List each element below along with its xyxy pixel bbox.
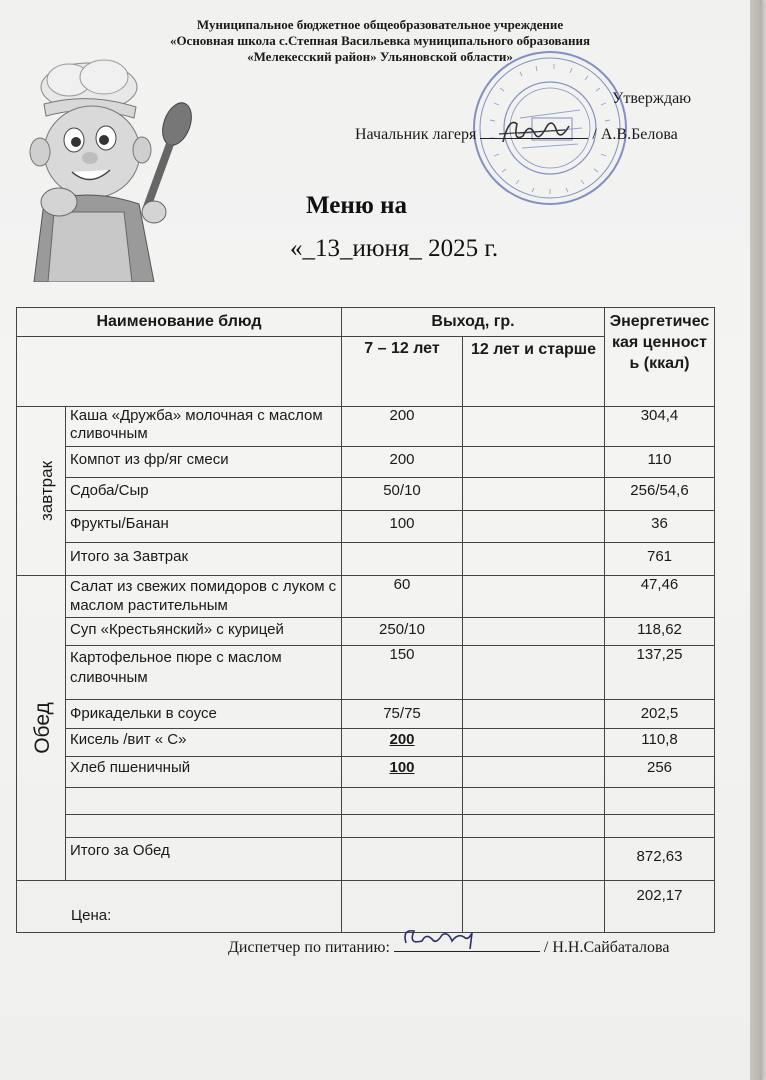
chief-position: Начальник лагеря bbox=[355, 126, 477, 143]
output-7-12-cell: 100 bbox=[342, 511, 463, 543]
output-12plus-cell bbox=[463, 788, 605, 815]
output-12plus-cell bbox=[463, 646, 605, 700]
energy-cell: 761 bbox=[605, 543, 715, 576]
dish-cell: Компот из фр/яг смеси bbox=[66, 447, 342, 478]
dish-cell: Суп «Крестьянский» с курицей bbox=[66, 618, 342, 646]
output-12plus-cell bbox=[463, 729, 605, 757]
table-row bbox=[17, 511, 715, 543]
output-7-12-cell: 60 bbox=[342, 576, 463, 618]
dish-cell: Картофельное пюре с маслом сливочным bbox=[66, 646, 342, 700]
breakfast-section-label bbox=[17, 407, 66, 576]
chief-name: / А.В.Белова bbox=[592, 126, 678, 143]
energy-cell: 110 bbox=[605, 447, 715, 478]
nutrition-dispatcher-line bbox=[228, 937, 669, 957]
energy-cell bbox=[605, 815, 715, 838]
table-row bbox=[17, 407, 715, 447]
table-row bbox=[17, 478, 715, 511]
menu-date: «_13_июня_ 2025 г. bbox=[290, 235, 499, 262]
output-12plus-cell bbox=[463, 447, 605, 478]
energy-cell: 137,25 bbox=[605, 646, 715, 700]
output-12plus-cell bbox=[463, 511, 605, 543]
dish-cell bbox=[66, 815, 342, 838]
dish-cell: Фрукты/Банан bbox=[66, 511, 342, 543]
dish-cell: Фрикадельки в соусе bbox=[66, 700, 342, 729]
energy-cell: 256 bbox=[605, 757, 715, 788]
price-value: 202,17 bbox=[605, 881, 715, 933]
output-7-12-cell: 75/75 bbox=[342, 700, 463, 729]
energy-cell: 256/54,6 bbox=[605, 478, 715, 511]
energy-cell: 872,63 bbox=[605, 838, 715, 881]
output-12plus-cell bbox=[463, 815, 605, 838]
output-7-12-cell: 100 bbox=[342, 757, 463, 788]
output-12plus-cell bbox=[463, 478, 605, 511]
energy-cell bbox=[605, 788, 715, 815]
header-dish: Наименование блюд bbox=[17, 308, 342, 337]
header-line-1: Муниципальное бюджетное общеобразовательное учреждение bbox=[196, 17, 564, 32]
header-energy: Энергетическая ценность (ккал) bbox=[605, 308, 715, 407]
dish-cell: Итого за Обед bbox=[66, 838, 342, 881]
menu-title: Меню на bbox=[306, 192, 408, 219]
table-header-row bbox=[17, 308, 715, 337]
table-row bbox=[17, 815, 715, 838]
table-row bbox=[17, 447, 715, 478]
table-row bbox=[17, 700, 715, 729]
dish-cell bbox=[66, 788, 342, 815]
header-age-12-plus: 12 лет и старше bbox=[463, 337, 605, 407]
table-row bbox=[17, 757, 715, 788]
energy-cell: 110,8 bbox=[605, 729, 715, 757]
table-row bbox=[17, 618, 715, 646]
dispatcher-label: Диспетчер по питанию: bbox=[228, 939, 390, 956]
energy-cell: 36 bbox=[605, 511, 715, 543]
energy-cell: 304,4 bbox=[605, 407, 715, 447]
output-7-12-cell: 200 bbox=[342, 407, 463, 447]
handwritten-signature-chief bbox=[495, 112, 575, 152]
table-row bbox=[17, 576, 715, 618]
price-row bbox=[17, 881, 715, 933]
dish-cell: Салат из свежих помидоров с луком с маслом растительным bbox=[66, 576, 342, 618]
approve-label: Утверждаю bbox=[612, 90, 692, 107]
dish-cell: Кисель /вит « С» bbox=[66, 729, 342, 757]
energy-cell: 47,46 bbox=[605, 576, 715, 618]
lunch-section-label bbox=[17, 576, 66, 881]
energy-cell: 118,62 bbox=[605, 618, 715, 646]
dish-cell: Сдоба/Сыр bbox=[66, 478, 342, 511]
output-12plus-cell bbox=[463, 838, 605, 881]
output-7-12-cell: 150 bbox=[342, 646, 463, 700]
output-7-12-cell bbox=[342, 788, 463, 815]
output-12plus-cell bbox=[463, 576, 605, 618]
output-7-12-cell: 200 bbox=[342, 729, 463, 757]
table-row bbox=[17, 788, 715, 815]
breakfast-label: завтрак bbox=[37, 460, 57, 522]
dispatcher-signature-line bbox=[394, 937, 540, 952]
output-7-12-cell bbox=[342, 838, 463, 881]
energy-cell: 202,5 bbox=[605, 700, 715, 729]
price-label: Цена: bbox=[71, 907, 112, 924]
breakfast-total-row bbox=[17, 543, 715, 576]
dish-cell: Хлеб пшеничный bbox=[66, 757, 342, 788]
output-12plus-cell bbox=[463, 407, 605, 447]
output-12plus-cell bbox=[463, 700, 605, 729]
dish-cell: Каша «Дружба» молочная с маслом сливочным bbox=[66, 407, 342, 447]
header-line-2: «Основная школа с.Степная Васильевка муниципального образования bbox=[169, 33, 591, 48]
dispatcher-name: / Н.Н.Сайбаталова bbox=[543, 939, 670, 956]
header-dish-blank bbox=[17, 337, 342, 407]
output-12plus-cell bbox=[463, 543, 605, 576]
header-age-7-12: 7 – 12 лет bbox=[342, 337, 463, 407]
price-label-cell bbox=[17, 881, 342, 933]
output-12plus-cell bbox=[463, 618, 605, 646]
menu-table bbox=[16, 307, 715, 933]
lunch-label: Обед bbox=[30, 702, 54, 754]
lunch-total-row bbox=[17, 838, 715, 881]
dish-cell: Итого за Завтрак bbox=[66, 543, 342, 576]
output-7-12-cell bbox=[342, 543, 463, 576]
output-7-12-cell: 50/10 bbox=[342, 478, 463, 511]
table-row bbox=[17, 729, 715, 757]
page-edge bbox=[750, 0, 762, 1080]
output-7-12-cell: 200 bbox=[342, 447, 463, 478]
chef-boy-illustration bbox=[14, 52, 204, 282]
table-row bbox=[17, 646, 715, 700]
output-7-12-cell bbox=[342, 815, 463, 838]
header-line-3: «Мелекесский район» Ульяновской области» bbox=[247, 49, 513, 64]
handwritten-signature-dispatcher bbox=[400, 923, 490, 951]
output-12plus-cell bbox=[463, 757, 605, 788]
output-7-12-cell: 250/10 bbox=[342, 618, 463, 646]
header-output: Выход, гр. bbox=[342, 308, 605, 337]
